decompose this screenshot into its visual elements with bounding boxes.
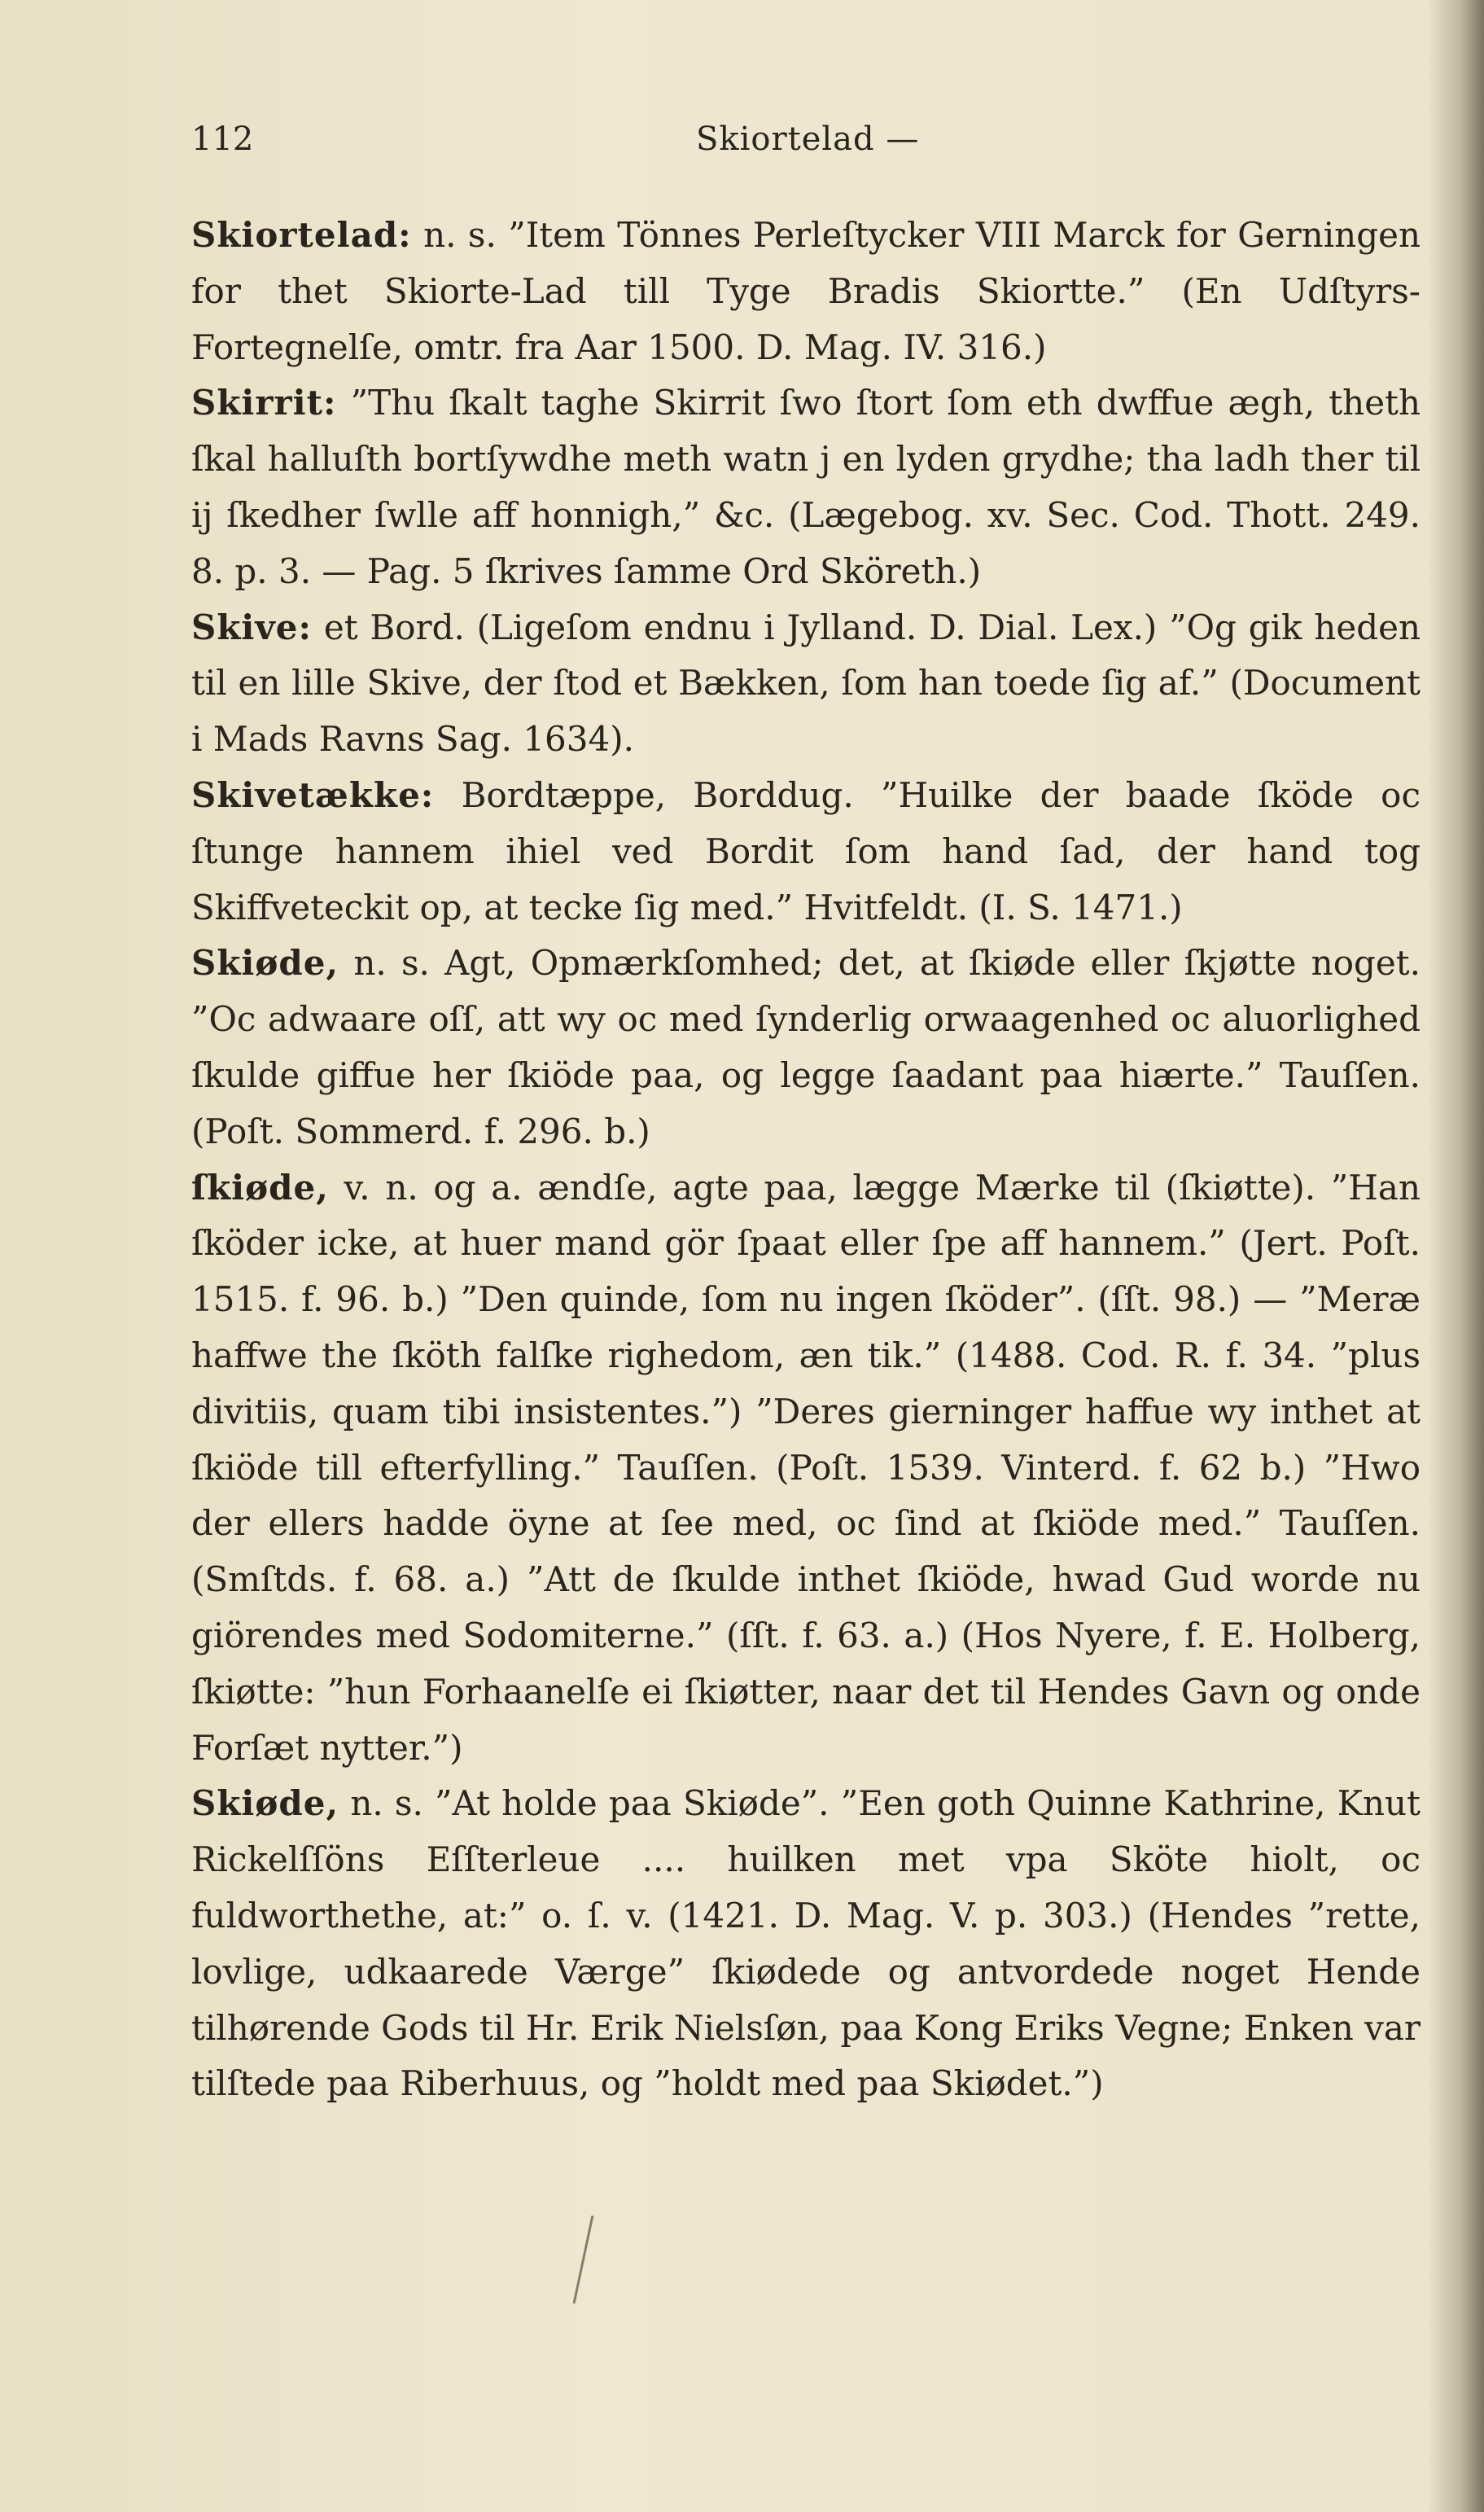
entry-body: ”Thu ſkalt taghe Skirrit ſwo ſtort ſom eth dwffue ægh, theth ſkal halluſth bortſywdhe meth watn j en lyden grydhe; tha ladh ther til ij ſkedher ſwlle aff honnigh,” &c. (Lægebog. xv. Sec. Cod. Thott. 249. 8. p. 3. — Pag. 5 ſkrives ſamme Ord Sköreth.) (191, 383, 1421, 591)
entry-skiode-noun (191, 936, 1421, 1160)
running-head (191, 121, 1421, 169)
entry-skiode-verb (191, 1160, 1421, 1777)
dictionary-text (191, 208, 1421, 2112)
entry-skivetaekke (191, 768, 1421, 936)
entry-body: v. n. og a. ændſe, agte paa, lægge Mærke til (ſkiøtte). ”Han ſköder icke, at huer mand gör ſpaat eller ſpe aff hannem.” (Jert. Poſt. 1515. f. 96. b.) ”Den quinde, ſom nu ingen ſköder”. (ſſt. 98.) — ”Meræ haffwe the ſköth falſke righedom, æn tik.” (1488. Cod. R. f. 34. ”plus divitiis, quam tibi insistentes.”) ”Deres gierninger haffue wy inthet at ſkiöde till efterfylling.” Tauſſen. (Poſt. 1539. Vinterd. f. 62 b.) ”Hwo der ellers hadde öyne at ſee med, oc ſind at ſkiöde med.” Tauſſen. (Smſtds. f. 68. a.) ”Att de ſkulde inthet ſkiöde, hwad Gud worde nu giörendes med Sodomiterne.” (ſſt. f. 63. a.) (Hos Nyere, f. E. Holberg, ſkiøtte: ”hun Forhaanelſe ei ſkiøtter, naar det til Hendes Gavn og onde Forſæt nytter.”) (191, 1167, 1421, 1768)
entry-skirrit (191, 375, 1421, 599)
entry-body: n. s. Agt, Opmærkſomhed; det, at ſkiøde eller ſkjøtte noget. ”Oc adwaare oſſ, att wy oc med ſynderlig orwaagenhed oc aluorlighed ſkulde giffue her ſkiöde paa, og legge ſaadant paa hiærte.” Tauſſen. (Poſt. Sommerd. f. 296. b.) (191, 943, 1421, 1151)
entry-body: n. s. ”At holde paa Skiøde”. ”Een goth Quinne Kathrine, Knut Rickelſſöns Eſſterleue .... huilken met vpa Sköte hiolt, oc fuldworthethe, at:” o. ſ. v. (1421. D. Mag. V. p. 303.) (Hendes ”rette, lovlige, udkaarede Værge” ſkiødede og antvordede noget Hende tilhørende Gods til Hr. Erik Nielsſøn, paa Kong Eriks Vegne; Enken var tilſtede paa Riberhuus, og ”holdt med paa Skiødet.”) (191, 1783, 1421, 2104)
entry-body: et Bord. (Ligeſom endnu i Jylland. D. Dial. Lex.) ”Og gik heden til en lille Skive, der ſtod et Bækken, ſom han toede ſig af.” (Document i Mads Ravns Sag. 1634). (191, 607, 1421, 760)
page-number: 112 (191, 121, 254, 158)
entry-skive (191, 600, 1421, 768)
entry-body: n. s. ”Item Tönnes Perleſtycker VIII Marck for Gerningen for thet Skiorte-Lad till Tyge Bradis Skiortte.” (En Udſtyrs-Fortegnelſe, omtr. fra Aar 1500. D. Mag. IV. 316.) (191, 215, 1421, 367)
entry-skiortelad (191, 208, 1421, 375)
headword: Skirrit: (191, 383, 337, 423)
headword: Skiortelad: (191, 215, 412, 255)
entry-body: Bordtæppe, Borddug. ”Huilke der baade ſköde oc ſtunge hannem ihiel ved Bordit ſom hand ſad, der hand tog Skiffveteckit op, at tecke ſig med.” Hvitfeldt. (I. S. 1471.) (191, 774, 1421, 927)
headword: ſkiøde, (191, 1167, 329, 1208)
headword: Skive: (191, 607, 313, 647)
page-edge-shadow (1427, 0, 1484, 2512)
pencil-mark (573, 2216, 594, 2304)
running-title: Skiortelad — (696, 121, 920, 158)
headword: Skiøde, (191, 1783, 339, 1824)
headword: Skivetække: (191, 774, 435, 815)
entry-skiode-deed (191, 1776, 1421, 2112)
headword: Skiøde, (191, 943, 339, 984)
